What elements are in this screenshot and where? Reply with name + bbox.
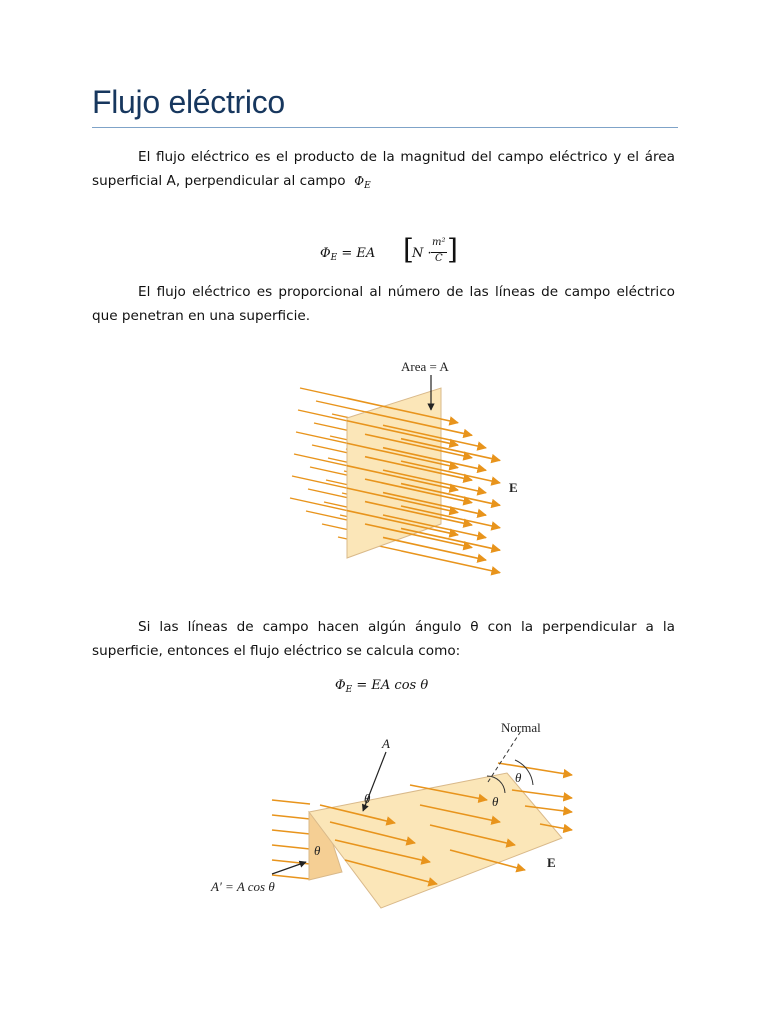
inline-flux-sub: E [364,181,371,191]
field-line-left [272,830,310,834]
equation-cos-lhs-sub: E [345,685,353,695]
theta-label-plane: θ [492,794,499,809]
projected-pointer-arrow [272,862,306,874]
field-line-left [272,875,310,879]
area-label-2: A [382,736,390,751]
units-right-bracket: ] [447,233,458,266]
tilted-surface [309,773,562,908]
units-left-bracket: [ [403,233,414,266]
field-line-left [272,845,310,849]
theta-label-normal: θ [515,770,522,785]
field-line-left [272,800,310,804]
field-line-through [498,763,572,775]
area-label: Area = A [401,359,449,374]
paragraph-angle: Si las líneas de campo hacen algún ángulo θ con la perpendicular a la superficie, entonces el flujo eléctrico se calcula como: [92,619,675,659]
field-label-2: E [547,855,556,870]
units-prefix: N · [412,246,432,261]
normal-label: Normal [501,720,541,735]
inline-flux-phi: Φ [354,174,365,188]
equation-flux-rhs: = EA [341,246,376,261]
equation-cos-rhs: = EA cos θ [356,678,429,693]
paragraph-definition-text: El flujo eléctrico es el producto de la magnitud del campo eléctrico y el área superficial A, perpendicular al campo [92,149,675,189]
units-numerator: m² [432,237,446,248]
field-line-left [272,815,310,819]
projected-area-label: A′ = A cos θ [211,879,275,894]
equation-cos-lhs: Φ [335,678,346,693]
page-title: Flujo eléctrico [92,84,285,120]
field-label: E [509,480,518,495]
equation-flux-lhs-sub: E [330,253,338,263]
units-denominator: C [435,253,443,264]
theta-label-top: θ [364,791,371,806]
equation-flux-lhs: Φ [320,246,331,261]
theta-label-projected: θ [314,843,321,858]
paragraph-proportional: El flujo eléctrico es proporcional al número de las líneas de campo eléctrico que penetran en una superficie. [92,284,675,324]
